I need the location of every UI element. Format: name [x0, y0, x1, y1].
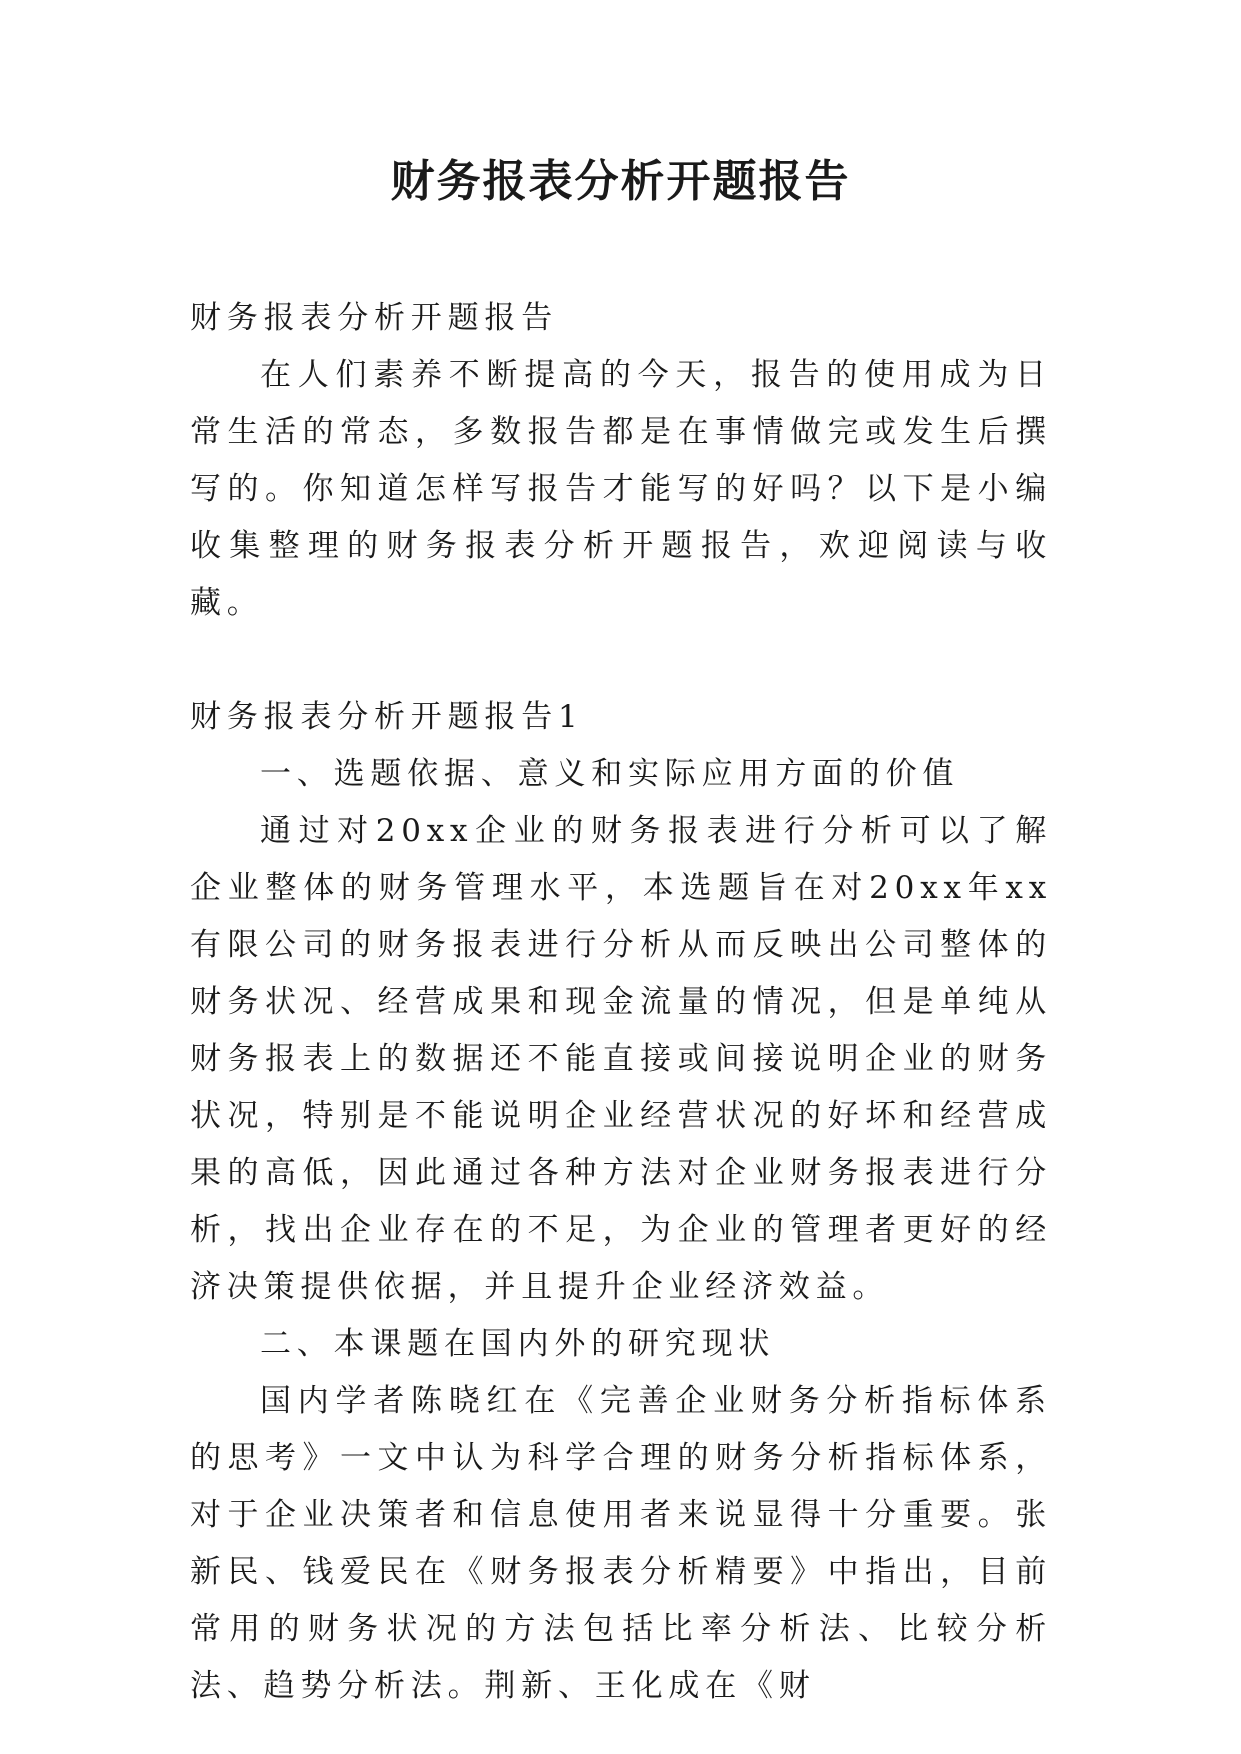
intro-heading: 财务报表分析开题报告 [190, 300, 558, 336]
section-heading: 财务报表分析开题报告1 [190, 699, 584, 735]
intro-paragraph: 在人们素养不断提高的今天，报告的使用成为日常生活的常态，多数报告都是在事情做完或发生后撰写的。你知道怎样写报告才能写的好吗？以下是小编收集整理的财务报表分析开题报告，欢迎阅读与收藏。 [190, 357, 1052, 621]
part2-heading: 二、本课题在国内外的研究现状 [260, 1326, 776, 1362]
document-body [190, 290, 1052, 1715]
part2-paragraph: 国内学者陈晓红在《完善企业财务分析指标体系的思考》一文中认为科学合理的财务分析指标体系，对于企业决策者和信息使用者来说显得十分重要。张新民、钱爱民在《财务报表分析精要》中指出，目前常用的财务状况的方法包括比率分析法、比较分析法、趋势分析法。荆新、王化成在《财 [190, 1383, 1052, 1704]
part1-heading: 一、选题依据、意义和实际应用方面的价值 [260, 756, 960, 792]
document-title: 财务报表分析开题报告 [390, 156, 851, 207]
part1-paragraph: 通过对20xx企业的财务报表进行分析可以了解企业整体的财务管理水平，本选题旨在对20xx年xx有限公司的财务报表进行分析从而反映出公司整体的财务状况、经营成果和现金流量的情况，但是单纯从财务报表上的数据还不能直接或间接说明企业的财务状况，特别是不能说明企业经营状况的好坏和经营成果的高低，因此通过各种方法对企业财务报表进行分析，找出企业存在的不足，为企业的管理者更好的经济决策提供依据，并且提升企业经济效益。 [190, 813, 1052, 1305]
paragraph-gap [190, 632, 1052, 689]
